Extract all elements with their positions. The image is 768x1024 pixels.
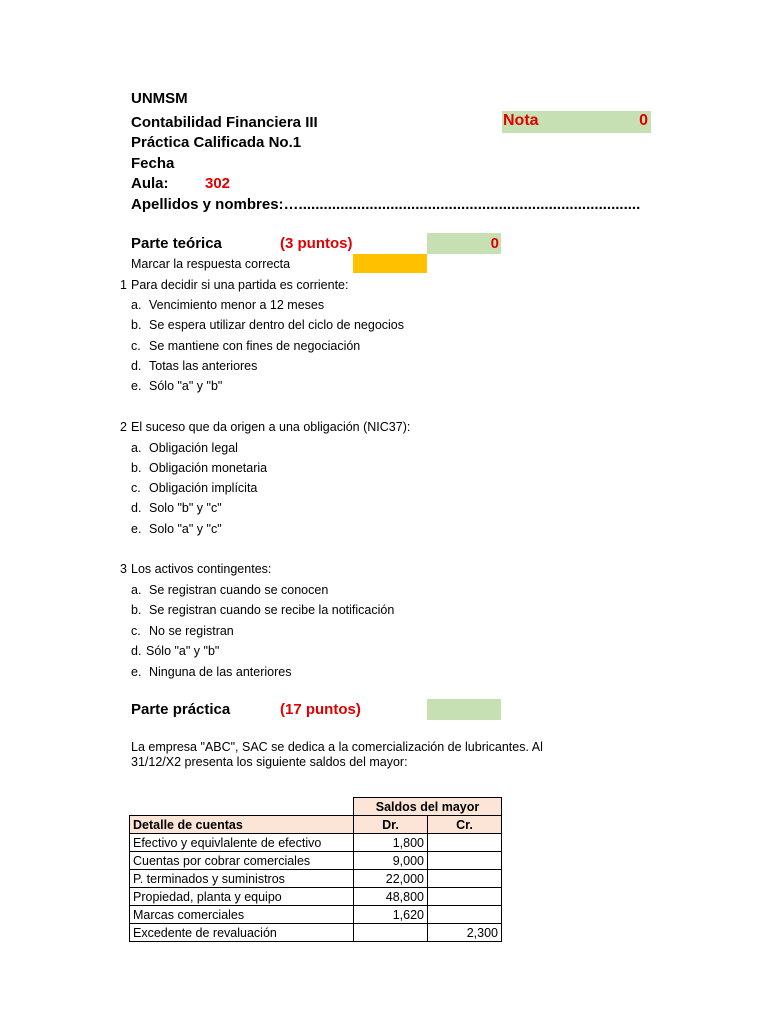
answer-cell[interactable] (353, 254, 427, 273)
option-text: Se registran cuando se recibe la notificación (149, 603, 395, 617)
exam-title: Práctica Calificada No.1 (131, 134, 302, 151)
option-text: No se registran (149, 624, 234, 638)
option-text: Sólo "a" y "b" (146, 644, 220, 658)
credit-cell[interactable] (428, 888, 502, 906)
question-text: Para decidir si una partida es corriente: (131, 278, 349, 292)
option-text: Se espera utilizar dentro del ciclo de negocios (149, 318, 405, 332)
table-row (130, 852, 502, 870)
account-cell[interactable]: Efectivo y equivlalente de efectivo (130, 834, 354, 852)
question-text: El suceso que da origen a una obligación (NIC37): (131, 420, 411, 434)
ledger-table (129, 797, 502, 942)
option-text: Sólo "a" y "b" (149, 379, 223, 393)
grade-value: 0 (639, 112, 648, 129)
table-spacer-cell (130, 798, 354, 816)
debit-cell[interactable]: 22,000 (354, 870, 428, 888)
option-letter: c. (131, 339, 141, 353)
debit-cell[interactable] (354, 924, 428, 942)
course-title: Contabilidad Financiera III (131, 114, 318, 131)
debit-column-header: Dr. (354, 816, 428, 834)
problem-statement-line2: 31/12/X2 presenta los siguiente saldos del mayor: (131, 755, 408, 769)
table-group-header-row (130, 798, 502, 816)
balances-header: Saldos del mayor (354, 798, 502, 816)
credit-cell[interactable] (428, 852, 502, 870)
question-number: 2 (120, 420, 127, 434)
debit-cell[interactable]: 1,800 (354, 834, 428, 852)
table-row (130, 906, 502, 924)
grade-label: Nota (503, 112, 539, 129)
room-label: Aula: (131, 175, 169, 192)
account-cell[interactable]: Excedente de revaluación (130, 924, 354, 942)
practice-points: (17 puntos) (280, 701, 361, 718)
option-text: Totas las anteriores (149, 359, 258, 373)
practice-score-box[interactable] (427, 699, 501, 720)
theory-score: 0 (490, 235, 499, 252)
account-cell[interactable]: Cuentas por cobrar comerciales (130, 852, 354, 870)
option-letter: d. (131, 501, 142, 515)
option-letter: a. (131, 583, 142, 597)
theory-title: Parte teórica (131, 235, 222, 252)
date-label: Fecha (131, 155, 175, 172)
question-text: Los activos contingentes: (131, 562, 272, 576)
option-text: Solo "a" y "c" (149, 522, 222, 536)
option-letter: c. (131, 624, 141, 638)
question-number: 3 (120, 562, 127, 576)
table-row (130, 924, 502, 942)
table-row (130, 870, 502, 888)
table-header-row (130, 816, 502, 834)
option-text: Obligación monetaria (149, 461, 268, 475)
debit-cell[interactable]: 1,620 (354, 906, 428, 924)
problem-statement-line1: La empresa "ABC", SAC se dedica a la comercialización de lubricantes. Al (131, 740, 543, 754)
option-letter: b. (131, 461, 142, 475)
account-cell[interactable]: P. terminados y suministros (130, 870, 354, 888)
option-text: Obligación implícita (149, 481, 258, 495)
table-row (130, 888, 502, 906)
option-text: Vencimiento menor a 12 meses (149, 298, 325, 312)
credit-cell[interactable]: 2,300 (428, 924, 502, 942)
option-letter: d. (131, 359, 142, 373)
option-letter: b. (131, 318, 142, 332)
option-text: Se registran cuando se conocen (149, 583, 329, 597)
theory-points: (3 puntos) (280, 235, 353, 252)
grade-box (502, 111, 651, 133)
name-field[interactable]: Apellidos y nombres:….................................................................................. (131, 196, 641, 213)
option-text: Obligación legal (149, 441, 238, 455)
option-letter: e. (131, 522, 142, 536)
option-text: Se mantiene con fines de negociación (149, 339, 361, 353)
option-letter: b. (131, 603, 142, 617)
credit-cell[interactable] (428, 870, 502, 888)
practice-title: Parte práctica (131, 701, 231, 718)
option-letter: a. (131, 441, 142, 455)
credit-cell[interactable] (428, 906, 502, 924)
option-letter: e. (131, 665, 142, 679)
room-value: 302 (205, 175, 231, 192)
option-letter: d. (131, 644, 142, 658)
option-text: Solo "b" y "c" (149, 501, 222, 515)
theory-score-box (427, 233, 501, 254)
question-number: 1 (120, 278, 127, 292)
option-text: Ninguna de las anteriores (149, 665, 292, 679)
account-column-header: Detalle de cuentas (130, 816, 354, 834)
table-row (130, 834, 502, 852)
option-letter: a. (131, 298, 142, 312)
theory-instruction: Marcar la respuesta correcta (131, 257, 291, 271)
account-cell[interactable]: Marcas comerciales (130, 906, 354, 924)
account-cell[interactable]: Propiedad, planta y equipo (130, 888, 354, 906)
debit-cell[interactable]: 9,000 (354, 852, 428, 870)
option-letter: c. (131, 481, 141, 495)
credit-column-header: Cr. (428, 816, 502, 834)
credit-cell[interactable] (428, 834, 502, 852)
option-letter: e. (131, 379, 142, 393)
university-name: UNMSM (131, 90, 188, 107)
debit-cell[interactable]: 48,800 (354, 888, 428, 906)
